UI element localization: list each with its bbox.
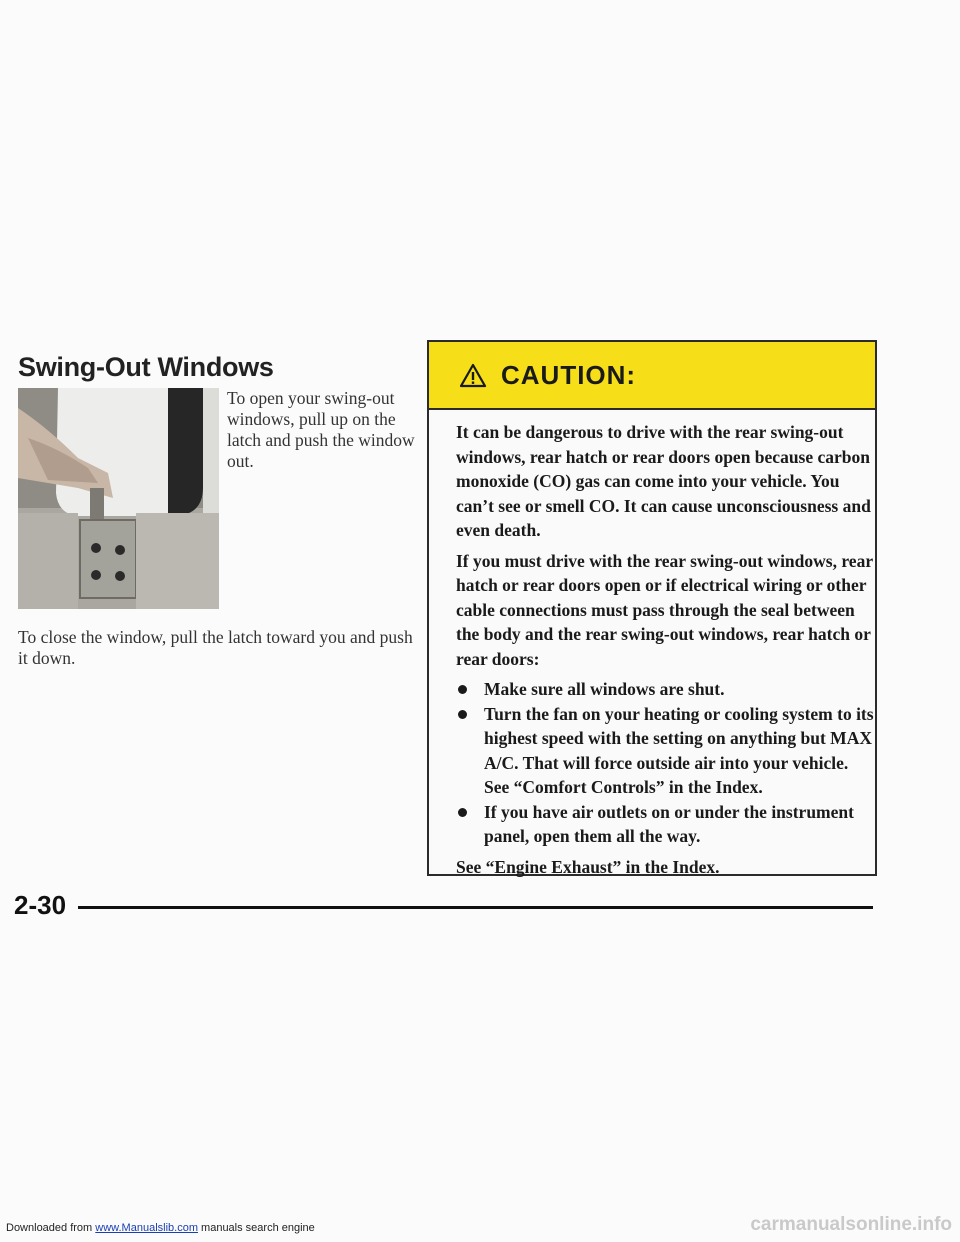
watermark: carmanualsonline.info (750, 1214, 952, 1235)
bullet-icon (458, 685, 467, 694)
bullet-icon (458, 808, 467, 817)
caution-paragraph: It can be dangerous to drive with the rear swing-out windows, rear hatch or rear doors open because carbon monoxide (CO) gas can come into your vehicle. You can’t see or smell CO. It can cause unconsciousness and even death. (456, 422, 871, 540)
caution-label: CAUTION: (501, 359, 637, 390)
footer-prefix: Downloaded from (6, 1222, 96, 1234)
manualslib-link[interactable]: www.Manualslib.com (95, 1222, 198, 1234)
warning-triangle-icon (459, 363, 487, 388)
caution-list-item-text: Turn the fan on your heating or cooling system to its highest speed with the setting on anything but MAX A/C. That will force outside air into your vehicle. See “Comfort Controls” in the Index. (484, 703, 874, 797)
caution-banner (429, 342, 875, 410)
caution-list-item-text: If you have air outlets on or under the instrument panel, open them all the way. (484, 801, 854, 846)
section-title: Swing-Out Windows (18, 352, 274, 382)
closing-text: To close the window, pull the latch toward you and push it down. (18, 627, 413, 668)
caution-paragraph: If you must drive with the rear swing-out windows, rear hatch or rear doors open or if electrical wiring or other cable connections must pass through the seal between the body and the rear swing-out windows, rear hatch or rear doors: (456, 550, 873, 669)
caution-list-item (456, 800, 874, 849)
caution-list-item-text: Make sure all windows are shut. (484, 679, 725, 699)
page-number: 2-30 (14, 890, 67, 920)
caution-list-item (456, 702, 874, 800)
caution-closing: See “Engine Exhaust” in the Index. (456, 856, 720, 877)
caution-body (456, 420, 874, 885)
caution-list (456, 677, 874, 849)
caution-list-item (456, 677, 874, 702)
footer-suffix: manuals search engine (197, 1222, 315, 1234)
intro-text: To open your swing-out windows, pull up on the latch and push the window out. (227, 388, 415, 471)
page-rule (78, 906, 873, 909)
swing-out-window-latch-photo (18, 388, 219, 609)
caution-box (427, 340, 877, 876)
download-footer (6, 1222, 315, 1234)
bullet-icon (458, 710, 467, 719)
